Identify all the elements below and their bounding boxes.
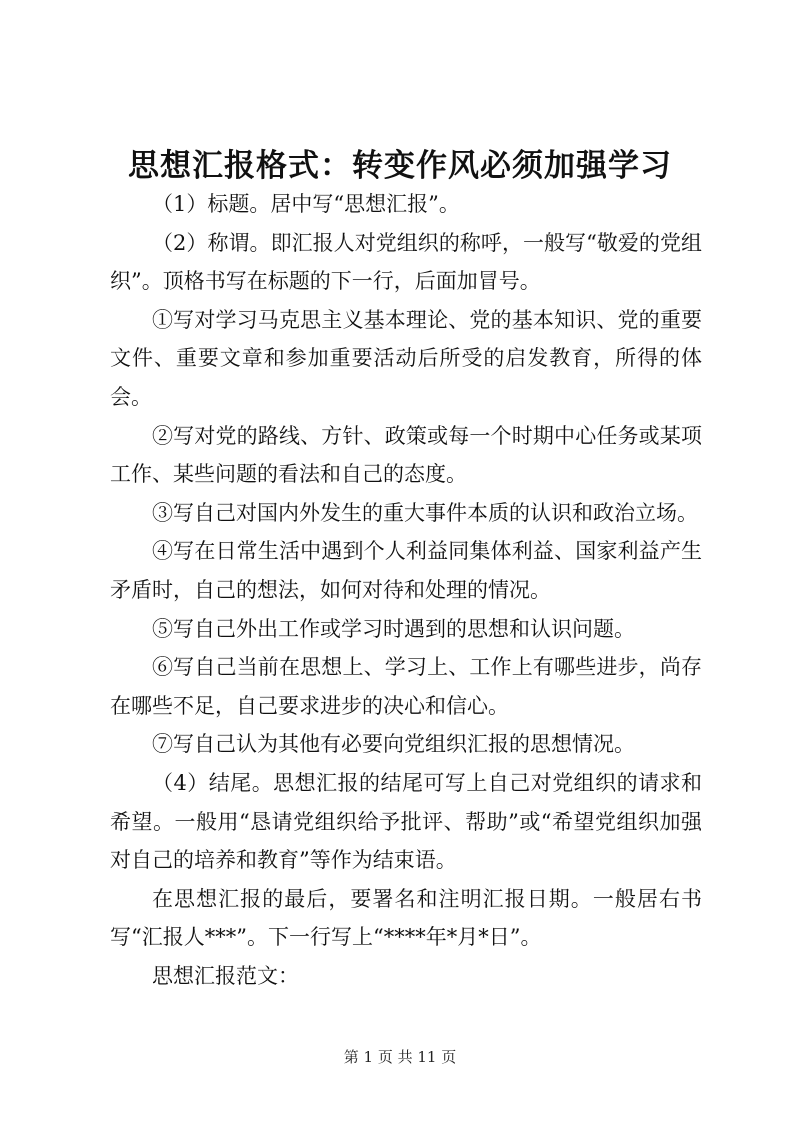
document-title: 思想汇报格式：转变作风必须加强学习: [128, 148, 672, 184]
paragraph-item-7: ⑦写自己认为其他有必要向党组织汇报的思想情况。: [152, 732, 635, 757]
paragraph-item-3: ③写自己对国内外发生的重大事件本质的认识和政治立场。: [152, 500, 698, 525]
paragraph-item-5: ⑤写自己外出工作或学习时遇到的思想和认识问题。: [152, 616, 635, 641]
paragraph-salutation-rule: （2）称谓。即汇报人对党组织的称呼，一般写“敬爱的党组织”。顶格书写在标题的下一行，后面加冒号。: [110, 230, 702, 294]
paragraph-signature-rule: 在思想汇报的最后，要署名和注明汇报日期。一般居右书写“汇报人***”。下一行写上“****年*月*日”。: [110, 886, 702, 950]
paragraph-item-1: ①写对学习马克思主义基本理论、党的基本知识、党的重要文件、重要文章和参加重要活动后所受的启发教育，所得的体会。: [110, 307, 702, 409]
paragraph-item-6: ⑥写自己当前在思想上、学习上、工作上有哪些进步，尚存在哪些不足，自己要求进步的决心和信心。: [110, 655, 702, 718]
paragraph-example-heading: 思想汇报范文：: [152, 963, 299, 988]
paragraph-title-rule: （1）标题。居中写“思想汇报”。: [152, 192, 460, 216]
paragraph-item-4: ④写在日常生活中遇到个人利益同集体利益、国家利益产生矛盾时，自己的想法，如何对待和处理的情况。: [110, 539, 702, 602]
document-body: [110, 185, 702, 995]
paragraph-item-2: ②写对党的路线、方针、政策或每一个时期中心任务或某项工作、某些问题的看法和自己的态度。: [110, 423, 702, 487]
paragraph-ending-rule: （4）结尾。思想汇报的结尾可写上自己对党组织的请求和希望。一般用“恳请党组织给予批评、帮助”或“希望党组织加强对自己的培养和教育”等作为结束语。: [110, 770, 702, 873]
page-footer: 第 1 页 共 11 页: [343, 1048, 457, 1066]
